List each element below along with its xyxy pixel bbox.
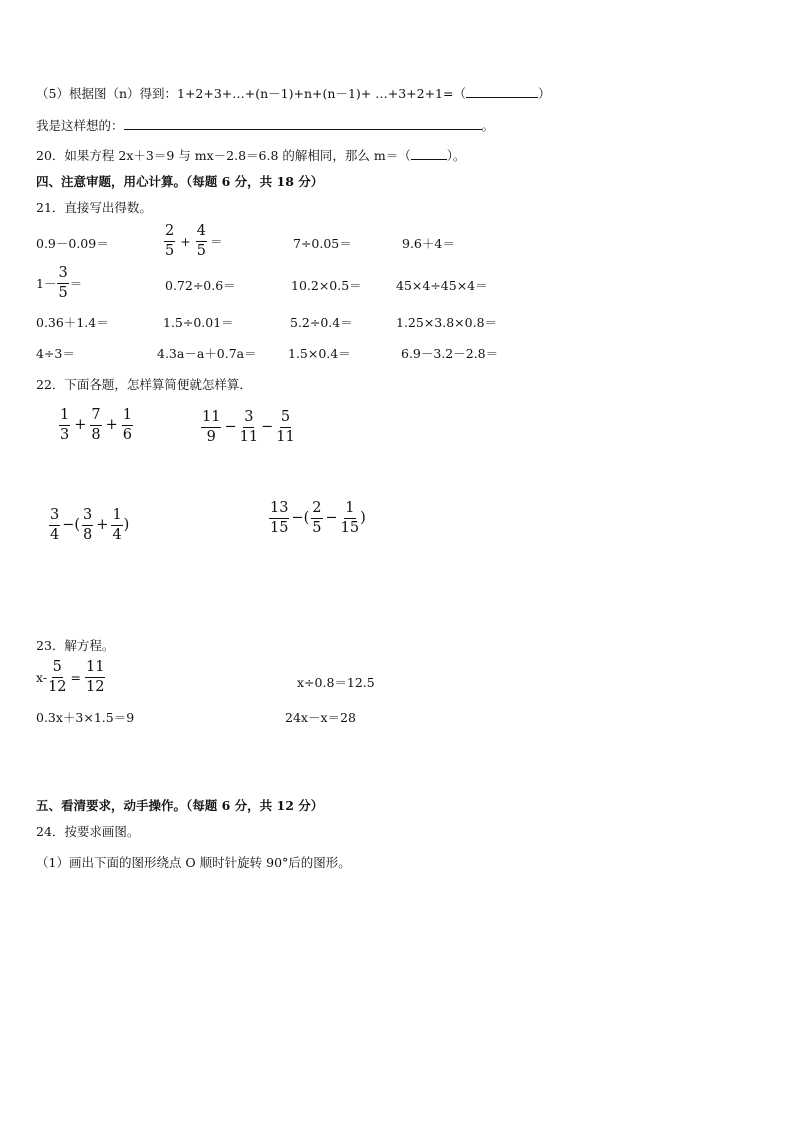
calc-item: 1.5×0.4＝	[288, 346, 351, 361]
equation: 0.3x＋3×1.5＝9	[36, 710, 135, 725]
section-heading: 五、看清要求，动手操作。（每题 6 分，共 12 分）	[36, 798, 324, 813]
expression: $\frac{13}{15}$ −( $\frac{2}{5}$ − $\frac{1}{15}$ )	[270, 500, 366, 536]
fraction: $\frac{3}{11}$	[239, 409, 259, 445]
calc-item: 6.9－3.2－2.8＝	[401, 346, 499, 361]
calc-item: 9.6＋4＝	[402, 236, 455, 251]
q22-title: 22．下面各题，怎样算简便就怎样算．	[36, 377, 252, 392]
calc-item: 10.2×0.5＝	[291, 278, 362, 293]
calc-item: 4.3a－a＋0.7a＝	[157, 346, 257, 361]
fraction: $\frac{1}{3}$	[60, 407, 70, 443]
answer-line[interactable]	[124, 117, 482, 130]
q20: 20．如果方程 2x＋3＝9 与 mx－2.8＝6.8 的解相同，那么 m＝（ ）。	[36, 148, 466, 163]
calc-item: 1.5÷0.01＝	[163, 315, 234, 330]
calc-item: 1.25×3.8×0.8＝	[396, 315, 498, 330]
q21-title: 21．直接写出得数。	[36, 200, 152, 215]
fraction: $\frac{1}{15}$	[340, 500, 360, 536]
fraction: $\frac{3}{8}$	[83, 507, 93, 543]
calc-item: 1－ $\frac{3}{5}$ ＝	[36, 265, 83, 301]
fraction: $\frac{11}{9}$	[202, 409, 221, 445]
answer-blank[interactable]	[411, 147, 447, 160]
q24-title: 24．按要求画图。	[36, 824, 140, 839]
calc-item: 4÷3＝	[36, 346, 75, 361]
calc-item: $\frac{2}{5}$ + $\frac{4}{5}$ ＝	[165, 223, 223, 259]
calc-item: 5.2÷0.4＝	[290, 315, 353, 330]
answer-blank[interactable]	[466, 85, 538, 98]
expression: $\frac{3}{4}$ −( $\frac{3}{8}$ + $\frac{1}{4}$ )	[50, 507, 130, 543]
fraction: $\frac{4}{5}$	[196, 223, 206, 259]
fraction: $\frac{3}{5}$	[58, 265, 68, 301]
calc-item: 7÷0.05＝	[293, 236, 352, 251]
fraction: $\frac{5}{11}$	[276, 409, 295, 445]
expression: $\frac{1}{3}$ + $\frac{7}{8}$ + $\frac{1}{6}$	[60, 407, 133, 443]
q23-title: 23．解方程。	[36, 638, 115, 653]
section-heading: 四、注意审题，用心计算。（每题 6 分，共 18 分）	[36, 174, 324, 189]
q24-part1: （1）画出下面的图形绕点 O 顺时针旋转 90°后的图形。	[36, 855, 351, 870]
calc-item: 0.72÷0.6＝	[165, 278, 236, 293]
calc-item: 0.36＋1.4＝	[36, 315, 109, 330]
equation: 24x－x＝28	[285, 710, 356, 725]
fraction: $\frac{13}{15}$	[270, 500, 289, 536]
calc-item: 45×4÷45×4＝	[396, 278, 488, 293]
fraction: $\frac{1}{6}$	[122, 407, 133, 443]
fraction: $\frac{2}{5}$	[165, 223, 175, 259]
expression: $\frac{11}{9}$ − $\frac{3}{11}$ − $\frac{5}{11}$	[202, 409, 295, 445]
q19-reason: 我是这样想的： 。	[36, 118, 495, 133]
calc-item: 0.9－0.09＝	[36, 236, 109, 251]
equation: x- $\frac{5}{12}$ = $\frac{11}{12}$	[36, 659, 105, 695]
equation: x÷0.8＝12.5	[297, 675, 375, 690]
fraction: $\frac{2}{5}$	[312, 500, 322, 536]
fraction: $\frac{7}{8}$	[91, 407, 101, 443]
fraction: $\frac{1}{4}$	[112, 507, 122, 543]
fraction: $\frac{5}{12}$	[48, 659, 67, 695]
q19-part5: （5）根据图（n）得到：1+2+3+…+(n－1)+n+(n－1)+ …+3+2+1=（ ）	[36, 86, 551, 101]
fraction: $\frac{3}{4}$	[50, 507, 60, 543]
fraction: $\frac{11}{12}$	[86, 659, 105, 695]
